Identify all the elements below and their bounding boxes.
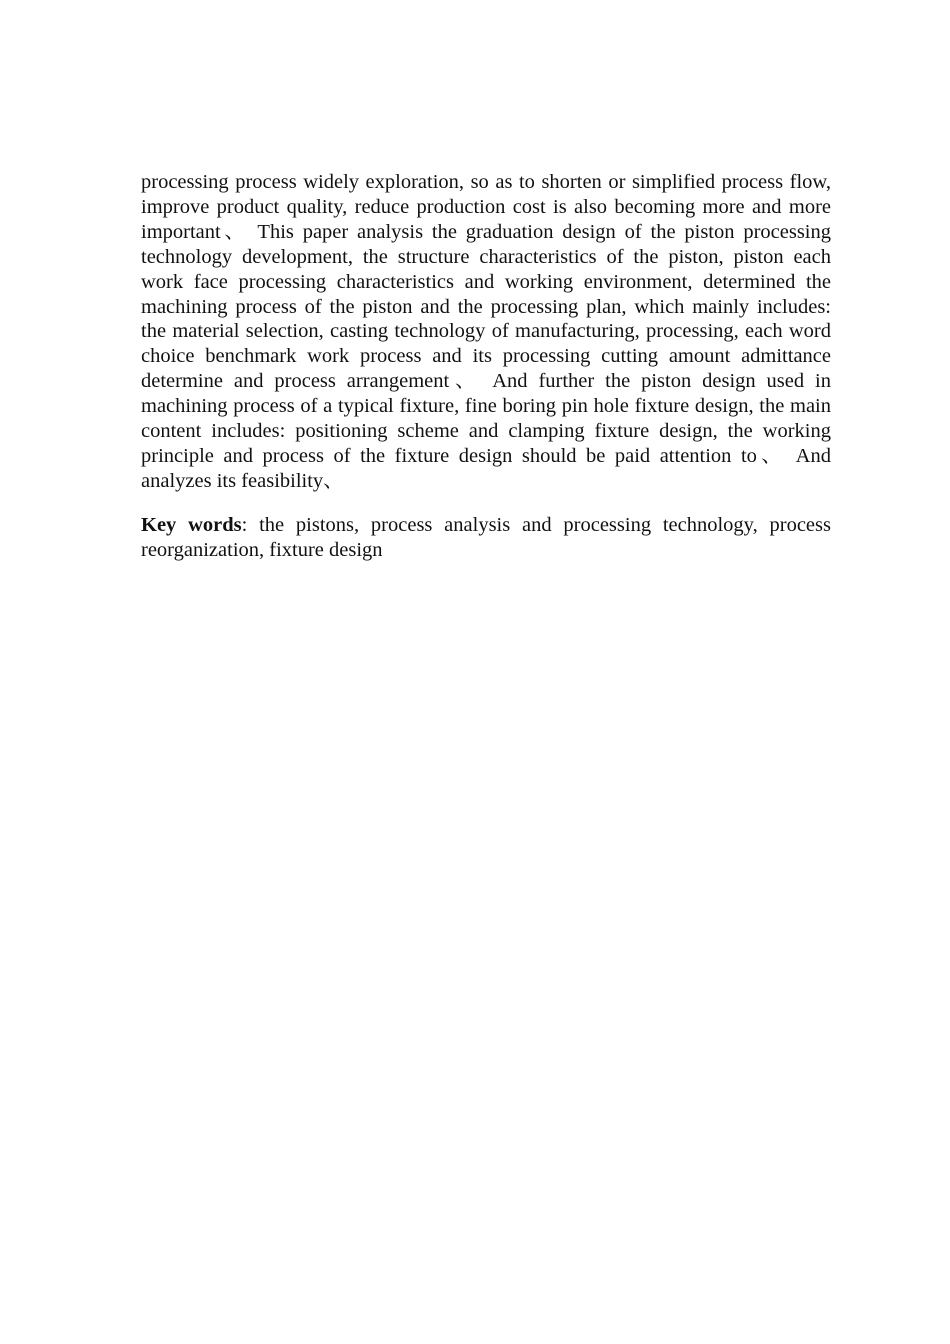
keywords-separator: :: [241, 513, 260, 536]
keywords-paragraph: [141, 513, 831, 563]
keywords-label: Key words: [141, 513, 242, 536]
abstract-section: [141, 170, 831, 563]
abstract-paragraph: processing process widely exploration, so as to shorten or simplified process flow, improve product quality, reduce production cost is also becoming more and more important、 This paper analysis the graduation design of the piston processing technology development, the structure characteristics of the piston, piston each work face processing characteristics and working environment, determined the machining process of the piston and the processing plan, which mainly includes: the material selection, casting technology of manufacturing, processing, each word choice benchmark work process and its processing cutting amount admittance determine and process arrangement、 And further the piston design used in machining process of a typical fixture, fine boring pin hole fixture design, the main content includes: positioning scheme and clamping fixture design, the working principle and process of the fixture design should be paid attention to、 And analyzes its feasibility、: [141, 171, 831, 492]
keywords-text: the pistons, process analysis and processing technology, process reorganization, fixture design: [141, 513, 831, 561]
